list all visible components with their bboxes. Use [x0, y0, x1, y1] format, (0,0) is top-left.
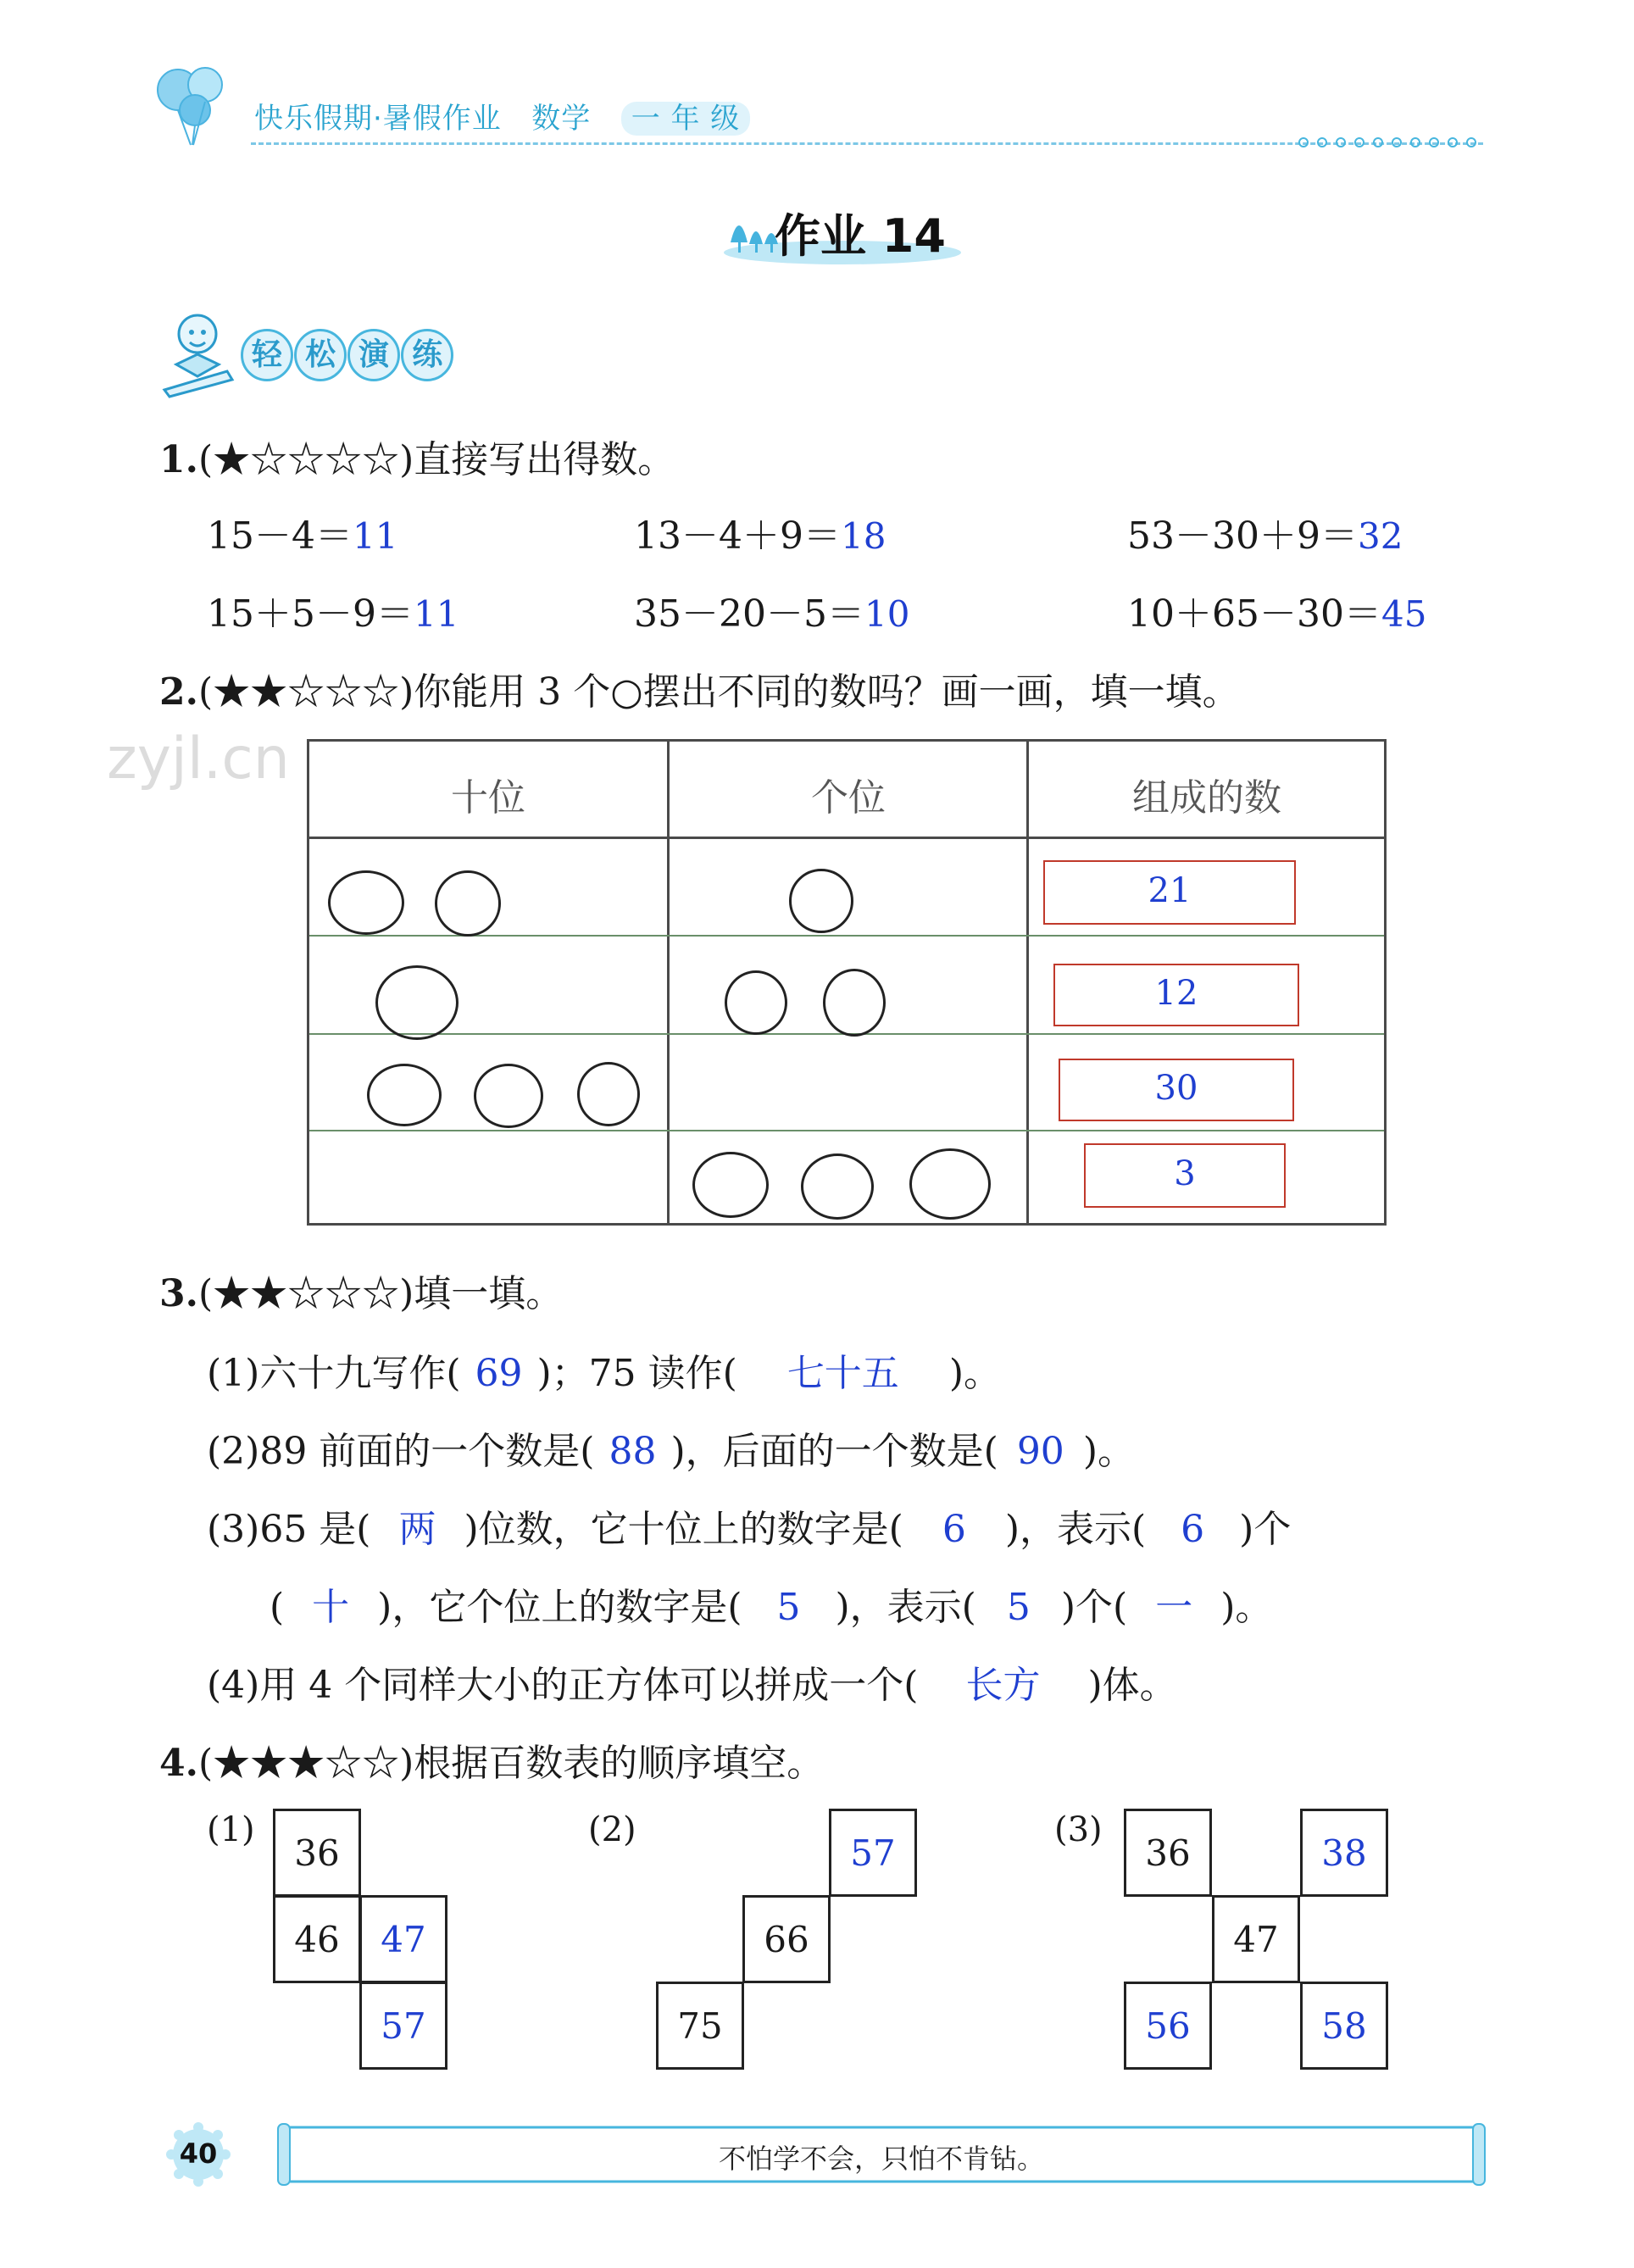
header-title: 快乐假期·暑假作业 数学 一 年 级	[254, 95, 750, 136]
q1-item: 35－20－5＝10	[634, 592, 910, 636]
q3-answer: 两	[398, 1508, 436, 1551]
q3-answer: 长方	[965, 1664, 1041, 1707]
section-badge	[241, 329, 450, 381]
q1-item: 10＋65－30＝45	[1127, 592, 1427, 636]
q1-item: 15－4＝11	[207, 514, 398, 558]
q1-answer: 32	[1357, 515, 1403, 557]
q2-col-header: 十位	[451, 776, 525, 820]
q1-answer: 45	[1381, 593, 1427, 635]
q3-answer: 一	[1155, 1586, 1193, 1629]
ones-circle	[692, 1152, 769, 1218]
tens-circle	[577, 1062, 640, 1126]
header-dots	[1297, 136, 1492, 149]
grid-cell-answer: 58	[1300, 1982, 1388, 2070]
grid-cell: 47	[1212, 1895, 1300, 1983]
ones-circle	[909, 1148, 991, 1220]
q3-answer: 七十五	[786, 1352, 899, 1395]
q1-item: 13－4＋9＝18	[634, 514, 886, 558]
q3-answer: 5	[1006, 1586, 1031, 1629]
header-grade: 一 年 级	[621, 102, 751, 136]
q2-col-header: 组成的数	[1132, 776, 1281, 820]
q3-part3: (3)65 是( 两 )位数，它十位上的数字是( 6 )，表示( 6 )个	[207, 1498, 1291, 1553]
badge-char: 演	[347, 329, 400, 381]
lesson-title-banner	[722, 200, 963, 268]
footer-scroll	[276, 2122, 1487, 2187]
header-balloons-icon	[153, 56, 237, 149]
q2-answer-box: 12	[1053, 964, 1299, 1026]
page-number-badge	[166, 2122, 231, 2187]
q4-label: (1)	[207, 1810, 255, 1849]
q3-part3b: ( 十 )，它个位上的数字是( 5 )，表示( 5 )个( 一 )。	[270, 1576, 1272, 1631]
badge-char: 轻	[241, 329, 293, 381]
grid-cell-answer: 47	[359, 1895, 447, 1983]
ones-circle	[725, 970, 787, 1035]
grid-cell: 36	[273, 1809, 361, 1897]
q3-part4: (4)用 4 个同样大小的正方体可以拼成一个( 长方 )体。	[207, 1654, 1177, 1709]
q2-answer-box: 3	[1084, 1143, 1286, 1208]
watermark: zyjl.cn	[107, 725, 290, 792]
tens-circle	[474, 1064, 543, 1128]
q4-heading: 4.(★★★☆☆)根据百数表的顺序填空。	[159, 1742, 825, 1785]
q1-answer: 10	[864, 593, 910, 635]
footer-motto: 不怕学不会，只怕不肯钻。	[718, 2143, 1044, 2175]
ones-circle	[789, 869, 853, 933]
q4-label: (3)	[1054, 1810, 1103, 1849]
q1-answer: 11	[413, 593, 459, 635]
q3-part1: (1)六十九写作( 69 )；75 读作( 七十五 )。	[207, 1342, 1001, 1397]
q1-item: 53－30＋9＝32	[1127, 514, 1403, 558]
ones-circle	[823, 969, 886, 1037]
q1-item: 15＋5－9＝11	[207, 592, 459, 636]
tens-circle	[435, 870, 501, 937]
grid-cell: 46	[273, 1895, 361, 1983]
q1-answer: 18	[840, 515, 886, 557]
grid-cell-answer: 56	[1124, 1982, 1212, 2070]
q3-answer: 90	[1016, 1430, 1064, 1473]
q4-label: (2)	[588, 1810, 636, 1849]
q3-answer: 6	[942, 1508, 966, 1551]
grid-cell: 36	[1124, 1809, 1212, 1897]
q2-answer-box: 21	[1043, 860, 1296, 925]
page-number: 40	[179, 2137, 218, 2170]
grid-cell-answer: 57	[359, 1982, 447, 2070]
grid-cell: 75	[656, 1982, 744, 2070]
tens-circle	[375, 965, 459, 1040]
q2-heading: 2.(★★☆☆☆)你能用 3 个○摆出不同的数吗？画一画，填一填。	[159, 670, 1240, 714]
tens-circle	[367, 1064, 442, 1126]
q3-answer: 5	[776, 1586, 801, 1629]
badge-char: 练	[401, 329, 453, 381]
tens-circle	[328, 870, 404, 935]
grid-cell-answer: 38	[1300, 1809, 1388, 1897]
q3-answer: 88	[609, 1430, 657, 1473]
q3-heading: 3.(★★☆☆☆)填一填。	[159, 1272, 564, 1315]
q3-answer: 十	[312, 1586, 350, 1629]
q1-heading: 1.(★☆☆☆☆)直接写出得数。	[159, 438, 675, 481]
grid-cell-answer: 57	[829, 1809, 917, 1897]
lesson-title: 作业 14	[775, 209, 946, 263]
badge-char: 松	[294, 329, 347, 381]
q2-answer-box: 30	[1059, 1059, 1294, 1121]
q2-col-header: 个位	[811, 776, 886, 820]
section-mascot-icon	[159, 309, 236, 402]
q2-table	[307, 739, 1387, 1226]
grid-cell: 66	[742, 1895, 831, 1983]
q1-answer: 11	[352, 515, 398, 557]
q3-answer: 69	[475, 1352, 523, 1395]
q3-part2: (2)89 前面的一个数是( 88 )，后面的一个数是( 90 )。	[207, 1430, 1135, 1473]
q3-answer: 6	[1181, 1508, 1205, 1551]
ones-circle	[801, 1153, 874, 1220]
